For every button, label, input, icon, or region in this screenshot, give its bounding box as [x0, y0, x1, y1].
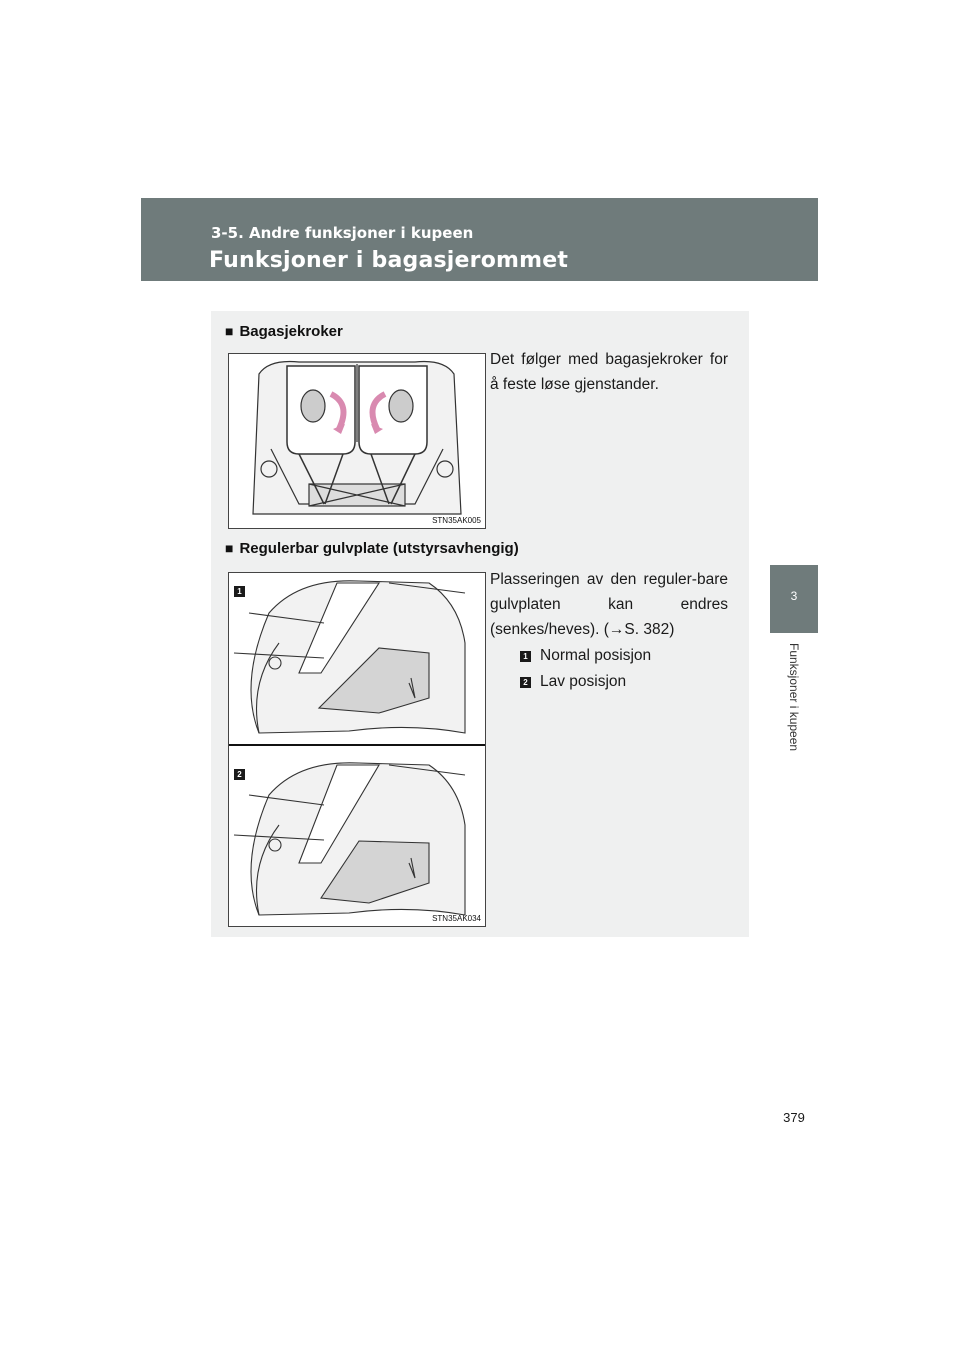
- heading-text: Bagasjekroker: [239, 323, 343, 340]
- legend-item: [520, 647, 651, 665]
- legend-label: Lav posisjon: [540, 673, 627, 690]
- section-heading-hooks: [225, 323, 343, 340]
- heading-text: Regulerbar gulvplate (utstyrsavhengig): [239, 540, 519, 557]
- image-code: STN35AK005: [432, 516, 481, 525]
- section-heading-floor: [225, 540, 519, 557]
- cargo-hooks-drawing: [229, 354, 485, 528]
- cargo-hooks-illustration: [228, 353, 486, 529]
- page-number: 379: [783, 1110, 805, 1125]
- legend-number: 2: [520, 677, 531, 688]
- chapter-side-title-wrap: [783, 643, 805, 783]
- position-1-marker: 1: [234, 586, 245, 597]
- floor-board-illustration: [228, 572, 486, 927]
- hooks-description: Det følger med bagasjekroker for å feste løse gjenstander.: [490, 351, 728, 393]
- floor-board-drawing: [229, 573, 485, 926]
- content-panel: [211, 311, 749, 937]
- chapter-side-title: Funksjoner i kupeen: [787, 643, 801, 752]
- page-title: Funksjoner i bagasjerommet: [209, 248, 569, 273]
- legend-number: 1: [520, 651, 531, 662]
- legend-item: [520, 673, 626, 691]
- chapter-tab[interactable]: [770, 565, 818, 633]
- legend-label: Normal posisjon: [540, 647, 652, 664]
- section-label: 3-5. Andre funksjoner i kupeen: [211, 224, 474, 242]
- chapter-number: 3: [790, 589, 798, 603]
- floor-description: Plasseringen av den reguler-bare gulvplaten kan endres (senkes/heves). (→S. 382): [490, 571, 728, 638]
- square-bullet-icon: ■: [225, 323, 234, 339]
- image-code: STN35AK034: [432, 914, 481, 923]
- position-2-marker: 2: [234, 769, 245, 780]
- chapter-header: [141, 198, 818, 281]
- square-bullet-icon: ■: [225, 540, 234, 556]
